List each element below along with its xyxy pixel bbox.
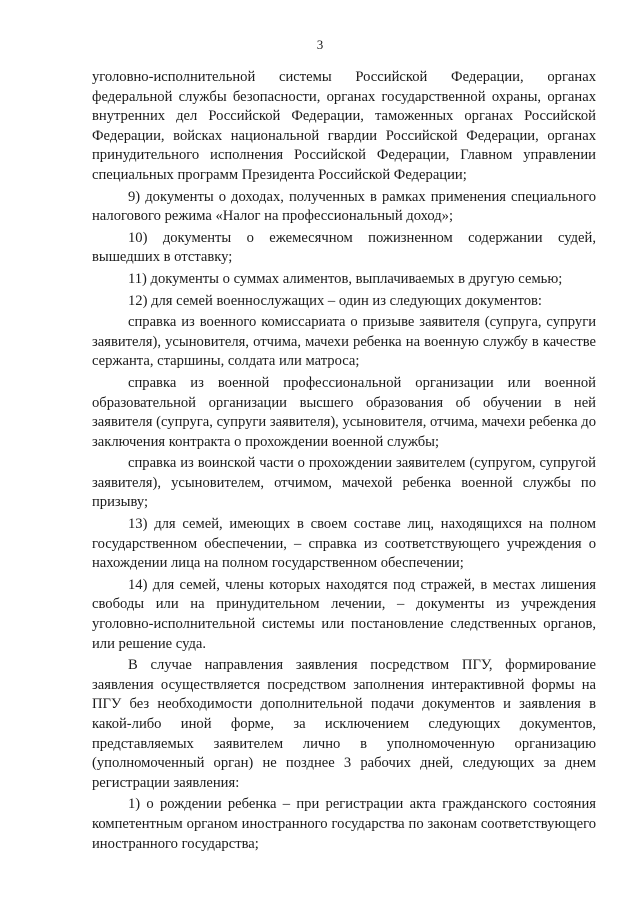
paragraph-military-unit: справка из воинской части о прохождении заявителем (супругом, супругой заявителя), усыновителем, отчимом, мачехой ребенка военной службы по призыву; bbox=[92, 455, 596, 511]
paragraph-military-education: справка из военной профессиональной организации или военной образовательной организации высшего образования об обучении в ней заявителя (супруга, супруги заявителя), усыновителя, отчима, мачехи ребенка до заключения контракта о прохождении военной службы; bbox=[92, 374, 596, 450]
paragraph-item-12: 12) для семей военнослужащих – один из следующих документов: bbox=[128, 292, 542, 309]
paragraph-birth-documents: 1) о рождении ребенка – при регистрации акта гражданского состояния компетентным органом иностранного государства по законам соответствующего иностранного государства; bbox=[92, 796, 596, 852]
paragraph-item-14: 14) для семей, члены которых находятся под стражей, в местах лишения свободы или на принудительном лечении, – документы из учреждения уголовно-исполнительной системы или постановление следственных органов, или решение суда. bbox=[92, 576, 596, 652]
paragraph-item-9: 9) документы о доходах, полученных в рамках применения специального налогового режима «Налог на профессиональный доход»; bbox=[92, 188, 596, 225]
paragraph-pgu-submission: В случае направления заявления посредством ПГУ, формирование заявления осуществляется посредством заполнения интерактивной формы на ПГУ без необходимости дополнительной подачи документов и заявления в какой-либо иной форме, за исключением следующих документов, представляемых заявителем лично в уполномоченную организацию (уполномоченный орган) не позднее 3 рабочих дней, следующих за днем регистрации заявления: bbox=[92, 657, 596, 791]
page-number: 3 bbox=[316, 37, 324, 52]
paragraph-continuation: уголовно-исполнительной системы Российской Федерации, органах федеральной службы безопасности, органах государственной охраны, органах внутренних дел Российской Федерации, таможенных органах Российской Федерации, войсках национальной гвардии Российской Федерации, органах принудительного исполнения Российской Федерации, Главном управлении специальных программ Президента Российской Федерации; bbox=[92, 69, 596, 183]
document-body bbox=[92, 68, 596, 856]
paragraph-item-11: 11) документы о суммах алиментов, выплачиваемых в другую семью; bbox=[128, 270, 563, 287]
paragraph-military-commissariat: справка из военного комиссариата о призыве заявителя (супруга, супруги заявителя), усыновителя, отчима, мачехи ребенка на военную службу в качестве сержанта, старшины, солдата или матроса; bbox=[92, 314, 596, 370]
paragraph-item-10: 10) документы о ежемесячном пожизненном содержании судей, вышедших в отставку; bbox=[92, 229, 596, 266]
paragraph-item-13: 13) для семей, имеющих в своем составе лиц, находящихся на полном государственном обеспечении, – справка из соответствующего учреждения о нахождении лица на полном государственном обеспечении; bbox=[92, 516, 596, 572]
